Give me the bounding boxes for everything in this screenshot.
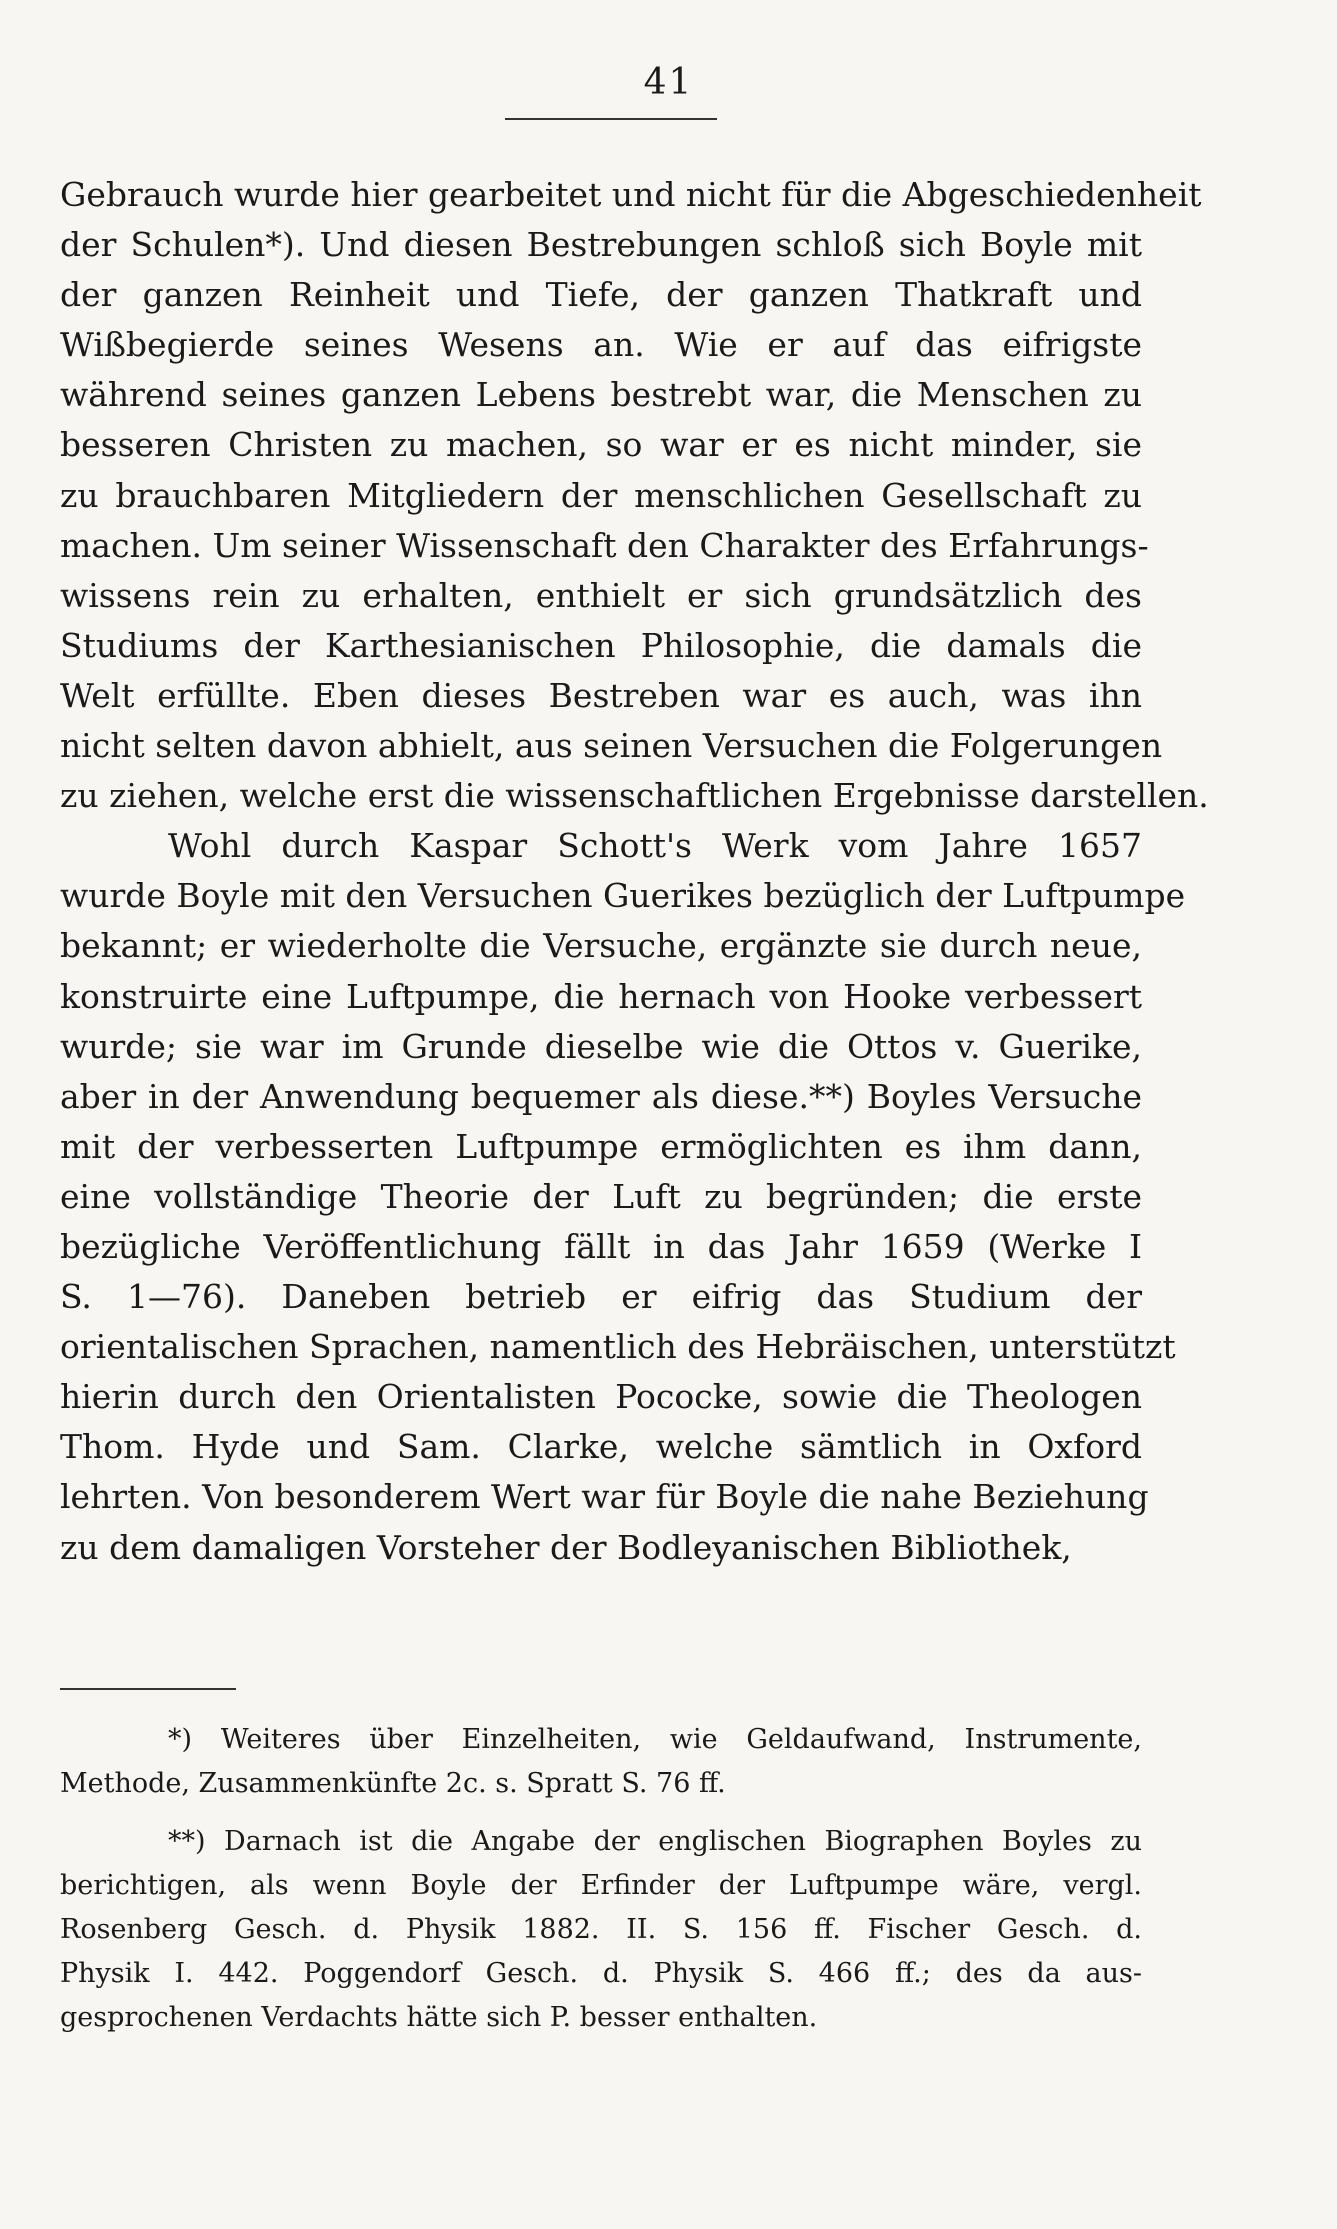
text-line: wurde Boyle mit den Versuchen Guerikes bezüglich der Luftpumpe <box>60 876 1186 916</box>
footnote-line: Methode, Zusammenkünfte 2c. s. Spratt S. 76 ff. <box>60 1768 726 1799</box>
page-number: 41 <box>643 62 694 103</box>
text-line: der Schulen*). Und diesen Bestrebungen schloß sich Boyle mit <box>60 225 1142 265</box>
footnote-line: gesprochenen Verdachts hätte sich P. besser enthalten. <box>60 2002 818 2033</box>
footnote-line: Physik I. 442. Poggendorf Gesch. d. Physik S. 466 ff.; des da aus- <box>60 1958 1142 1989</box>
footnote-line: berichtigen, als wenn Boyle der Erfinder der Luftpumpe wäre, vergl. <box>60 1870 1142 1901</box>
text-line: Wißbegierde seines Wesens an. Wie er auf das eifrigste <box>60 325 1142 365</box>
text-line: S. 1—76). Daneben betrieb er eifrig das Studium der <box>60 1277 1142 1317</box>
text-line: eine vollständige Theorie der Luft zu begründen; die erste <box>60 1176 1142 1216</box>
text-line: zu brauchbaren Mitgliedern der menschlichen Gesellschaft zu <box>60 475 1142 515</box>
text-line: Thom. Hyde und Sam. Clarke, welche sämtlich in Oxford <box>60 1427 1142 1467</box>
text-line: zu ziehen, welche erst die wissenschaftlichen Ergebnisse darstellen. <box>60 776 1209 816</box>
text-line: Gebrauch wurde hier gearbeitet und nicht für die Abgeschiedenheit <box>60 175 1202 214</box>
text-line: während seines ganzen Lebens bestrebt war, die Menschen zu <box>60 375 1142 415</box>
text-line: bekannt; er wiederholte die Versuche, ergänzte sie durch neue, <box>60 926 1142 966</box>
text-line: zu dem damaligen Vorsteher der Bodleyanischen Bibliothek, <box>60 1527 1072 1567</box>
text-line: konstruirte eine Luftpumpe, die hernach von Hooke verbessert <box>60 976 1142 1016</box>
text-line: besseren Christen zu machen, so war er es nicht minder, sie <box>60 425 1142 465</box>
footnote-line: **) Darnach ist die Angabe der englischen Biographen Boyles zu <box>168 1826 1142 1857</box>
text-line: wissens rein zu erhalten, enthielt er sich grundsätzlich des <box>60 575 1142 615</box>
text-line: wurde; sie war im Grunde dieselbe wie die Ottos v. Guerike, <box>60 1026 1142 1066</box>
text-line: hierin durch den Orientalisten Pococke, sowie die Theologen <box>60 1377 1142 1417</box>
text-line: Wohl durch Kaspar Schott's Werk vom Jahre 1657 <box>168 826 1142 866</box>
text-line: aber in der Anwendung bequemer als diese.**) Boyles Versuche <box>60 1076 1142 1116</box>
footnote-line: *) Weiteres über Einzelheiten, wie Geldaufwand, Instrumente, <box>168 1724 1142 1755</box>
footnote-rule <box>60 1688 236 1690</box>
text-line: mit der verbesserten Luftpumpe ermöglichten es ihm dann, <box>60 1126 1142 1166</box>
text-line: Studiums der Karthesianischen Philosophie, die damals die <box>60 625 1142 665</box>
text-line: der ganzen Reinheit und Tiefe, der ganzen Thatkraft und <box>60 275 1142 315</box>
main-text <box>60 170 1209 1573</box>
footnotes <box>60 1718 1142 2040</box>
text-line: orientalischen Sprachen, namentlich des Hebräischen, unterstützt <box>60 1327 1176 1367</box>
footnote-line: Rosenberg Gesch. d. Physik 1882. II. S. 156 ff. Fischer Gesch. d. <box>60 1914 1142 1945</box>
text-line: Welt erfüllte. Eben dieses Bestreben war es auch, was ihn <box>60 675 1142 715</box>
text-line: bezügliche Veröffentlichung fällt in das Jahr 1659 (Werke I <box>60 1226 1142 1266</box>
text-line: machen. Um seiner Wissenschaft den Charakter des Erfahrungs- <box>60 525 1149 565</box>
header-rule <box>505 118 717 120</box>
text-line: lehrten. Von besonderem Wert war für Boyle die nahe Beziehung <box>60 1477 1149 1517</box>
text-line: nicht selten davon abhielt, aus seinen Versuchen die Folgerungen <box>60 726 1163 766</box>
